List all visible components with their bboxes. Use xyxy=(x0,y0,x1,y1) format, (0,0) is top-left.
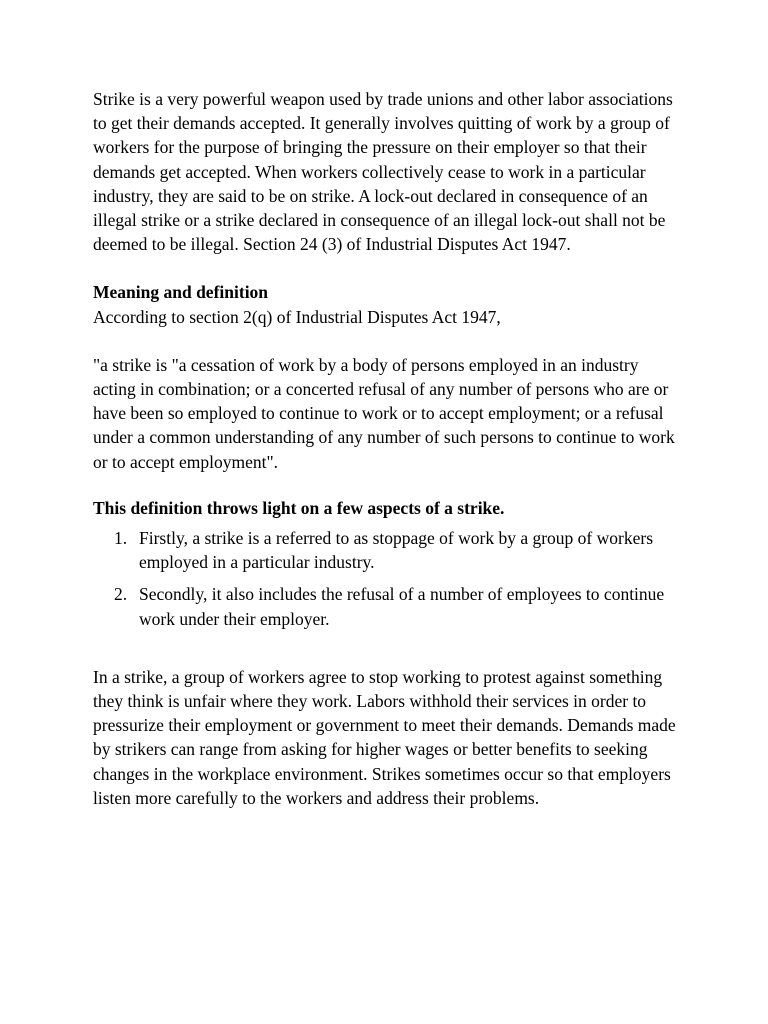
aspects-heading: This definition throws light on a few aspects of a strike. xyxy=(93,497,505,518)
definition-quote: "a strike is "a cessation of work by a body of persons employed in an industry acting in combination; or a concerted refusal of any number of persons who are or have been so employed to continue to work or to accept employment; or a refusal under a common understanding of any number of such persons to continue to work or to accept employment". xyxy=(93,354,675,472)
list-item-text: Firstly, a strike is a referred to as stoppage of work by a group of workers employed in a particular industry. xyxy=(139,528,654,573)
list-item xyxy=(93,526,683,574)
list-item-text: Secondly, it also includes the refusal of a number of employees to continue work under their employer. xyxy=(139,584,665,629)
document-page xyxy=(93,87,683,810)
closing-paragraph: In a strike, a group of workers agree to stop working to protest against something they think is unfair where they work. Labors withhold their services in order to pressurize their employment or government to meet their demands. Demands made by strikers can range from asking for higher wages or better benefits to seeking changes in the workplace environment. Strikes sometimes occur so that employers listen more carefully to the workers and address their problems. xyxy=(93,666,676,808)
intro-paragraph: Strike is a very powerful weapon used by trade unions and other labor associations to get their demands accepted. It generally involves quitting of work by a group of workers for the purpose of bringing the pressure on their employer so that their demands get accepted. When workers collectively cease to work in a particular industry, they are said to be on strike. A lock-out declared in consequence of an illegal strike or a strike declared in consequence of an illegal lock-out shall not be deemed to be illegal. Section 24 (3) of Industrial Disputes Act 1947. xyxy=(93,89,673,255)
list-item-number: 2. xyxy=(114,584,128,605)
according-paragraph: According to section 2(q) of Industrial Disputes Act 1947, xyxy=(93,306,501,327)
section-heading-meaning: Meaning and definition xyxy=(93,282,269,303)
list-item xyxy=(93,582,683,630)
list-item-number: 1. xyxy=(114,528,128,549)
aspects-list xyxy=(93,526,683,631)
